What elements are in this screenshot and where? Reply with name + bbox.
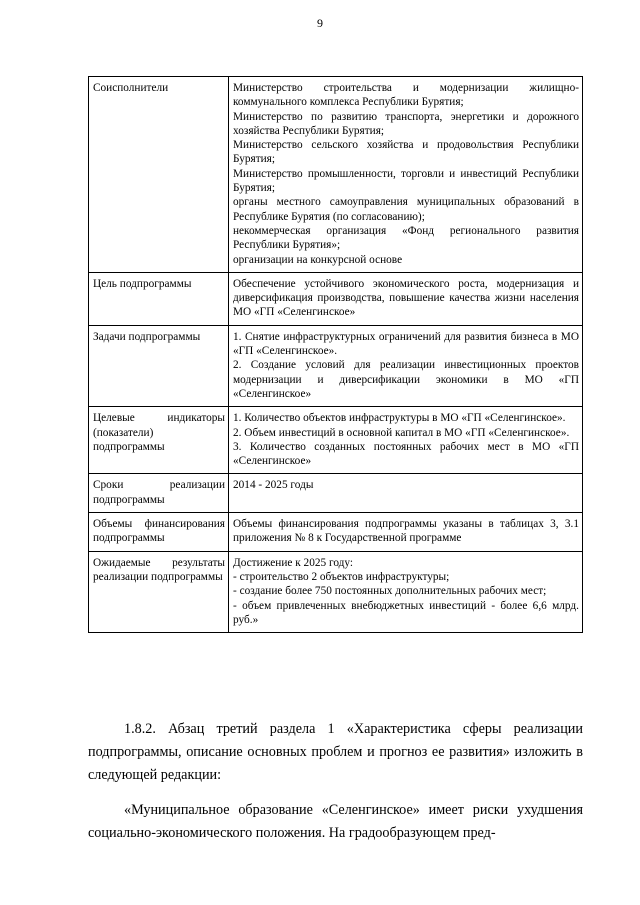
value-line: Обеспечение устойчивого экономического роста, модернизация и диверсификация производства, повышение качества жизни населения МО «ГП «Селенгинское» [233, 277, 579, 319]
row-value [229, 272, 583, 325]
value-line: 1. Снятие инфраструктурных ограничений для развития бизнеса в МО «ГП «Селенгинское». [233, 330, 579, 358]
value-line: 2014 - 2025 годы [233, 479, 314, 492]
page-number: 9 [317, 16, 323, 30]
row-label: Цель подпрограммы [89, 272, 229, 325]
row-value [229, 325, 583, 406]
value-line: - объем привлеченных внебюджетных инвестиций - более 6,6 млрд. руб.» [233, 599, 579, 626]
subprogram-passport-table [88, 76, 583, 633]
value-line: Министерство сельского хозяйства и продовольствия Республики Бурятия; [233, 139, 579, 166]
table-row [89, 407, 583, 474]
value-line: Достижение к 2025 году: [233, 556, 354, 569]
value-line: организации на конкурсной основе [233, 253, 403, 266]
table-row [89, 325, 583, 406]
row-label: Объемы финансирования подпрограммы [89, 513, 229, 552]
value-line: органы местного самоуправления муниципальных образований в Республике Бурятия (по согласованию); [233, 196, 579, 223]
row-value [229, 474, 583, 513]
table-row [89, 513, 583, 552]
body-text [88, 718, 583, 845]
value-line: некоммерческая организация «Фонд регионального развития Республики Бурятия»; [233, 224, 579, 252]
row-value [229, 407, 583, 474]
value-line: 3. Количество созданных постоянных рабочих мест в МО «ГП «Селенгинское» [233, 440, 579, 468]
row-value [229, 513, 583, 552]
value-line: 2. Объем инвестиций в основной капитал в МО «ГП «Селенгинское». [233, 426, 570, 439]
table-row [89, 551, 583, 632]
value-line: 1. Количество объектов инфраструктуры в МО «ГП «Селенгинское». [233, 412, 566, 425]
table-row [89, 77, 583, 273]
paragraph: «Муниципальное образование «Селенгинское» имеет риски ухудшения социально-экономического положения. На градообразующем пред- [88, 802, 583, 841]
row-label: Соисполнители [89, 77, 229, 273]
value-line: Министерство по развитию транспорта, энергетики и дорожного хозяйства Республики Бурятия; [233, 110, 579, 137]
row-label: Ожидаемые результаты реализации подпрограммы [89, 551, 229, 632]
value-line: Министерство строительства и модернизации жилищно-коммунального комплекса Республики Бурятия; [233, 82, 579, 109]
table-row [89, 272, 583, 325]
value-line: - создание более 750 постоянных дополнительных рабочих мест; [233, 585, 547, 598]
row-value [229, 551, 583, 632]
table-row [89, 474, 583, 513]
row-value [229, 77, 583, 273]
value-line: 2. Создание условий для реализации инвестиционных проектов модернизации и диверсификации экономики в МО «ГП «Селенгинское» [233, 359, 579, 400]
paragraph: 1.8.2. Абзац третий раздела 1 «Характеристика сферы реализации подпрограммы, описание основных проблем и прогноз ее развития» изложить в следующей редакции: [88, 721, 583, 783]
row-label: Сроки реализации подпрограммы [89, 474, 229, 513]
value-line: Министерство промышленности, торговли и инвестиций Республики Бурятия; [233, 167, 579, 195]
value-line: - строительство 2 объектов инфраструктуры; [233, 570, 450, 583]
row-label: Задачи подпрограммы [89, 325, 229, 406]
value-line: Объемы финансирования подпрограммы указаны в таблицах 3, 3.1 приложения № 8 к Государственной программе [233, 518, 579, 545]
row-label: Целевые индикаторы (показатели) подпрограммы [89, 407, 229, 474]
